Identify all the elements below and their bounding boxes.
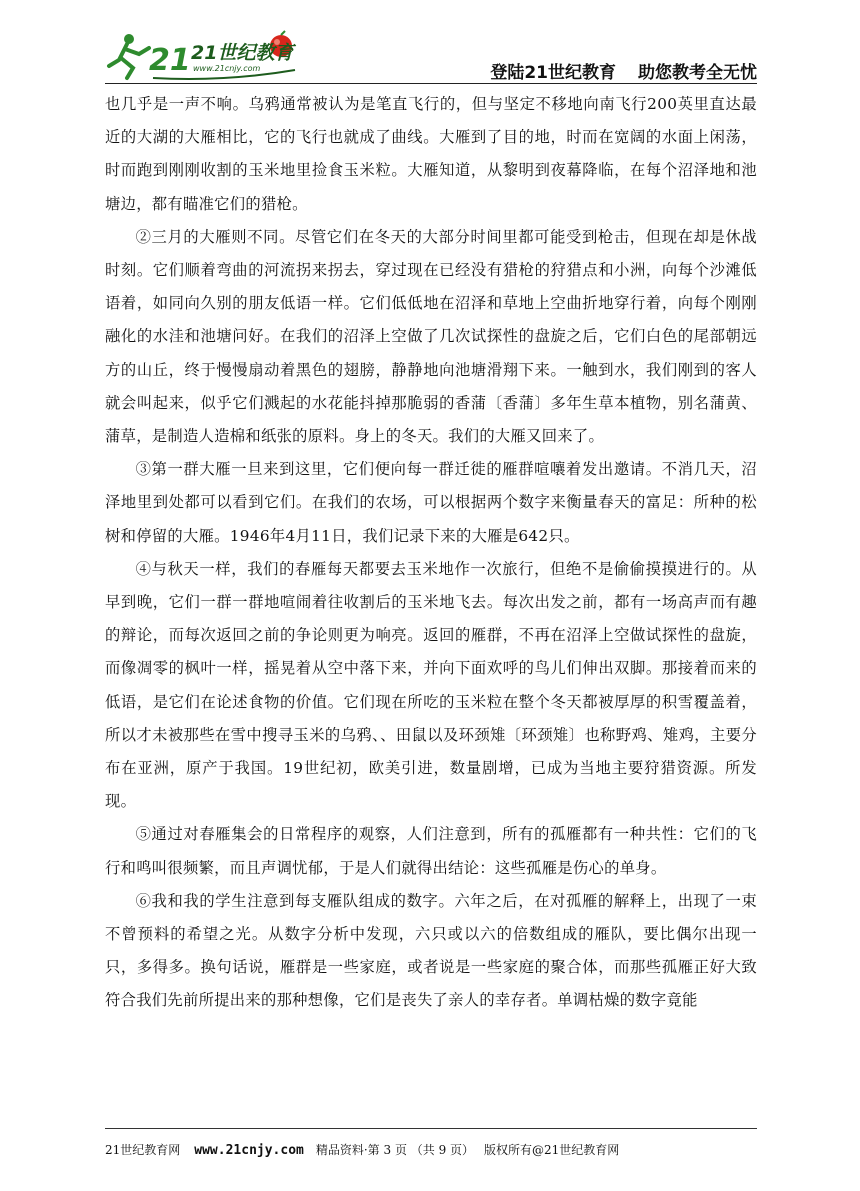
logo-text: 21世纪教育 (191, 42, 294, 64)
slogan-left: 登陆21世纪教育 (490, 63, 616, 83)
page-header (105, 30, 757, 88)
page-footer (105, 1141, 757, 1158)
svg-text:21: 21 (149, 43, 191, 78)
footer-site: 21世纪教育网 (105, 1143, 181, 1157)
paragraph-3: ③第一群大雁一旦来到这里，它们便向每一群迁徙的雁群喧嚷着发出邀请。不消几天，沼泽地里到处都可以看到它们。在我们的农场，可以根据两个数字来衡量春天的富足：所种的松树和停留的大雁。1946年4月11日，我们记录下来的大雁是642只。 (105, 460, 757, 545)
footer-page-info: 精品资料·第 3 页 （共 9 页） (315, 1143, 475, 1157)
paragraph-5: ⑤通过对春雁集会的日常程序的观察，人们注意到，所有的孤雁都有一种共性：它们的飞行和鸣叫很频繁，而且声调忧郁，于是人们就得出结论：这些孤雁是伤心的单身。 (105, 825, 757, 877)
header-divider (105, 83, 757, 84)
logo-url: www.21cnjy.com (193, 64, 261, 73)
paragraph-6: ⑥我和我的学生注意到每支雁队组成的数字。六年之后，在对孤雁的解释上，出现了一束不曾预料的希望之光。从数字分析中发现，六只或以六的倍数组成的雁队，要比偶尔出现一只，多得多。换句话说，雁群是一些家庭，或者说是一些家庭的聚合体，而那些孤雁正好大致符合我们先前所提出来的那种想像，它们是丧失了亲人的幸存者。单调枯燥的数字竟能 (105, 891, 757, 1010)
paragraph-4: ④与秋天一样，我们的春雁每天都要去玉米地作一次旅行，但绝不是偷偷摸摸进行的。从早到晚，它们一群一群地喧闹着往收割后的玉米地飞去。每次出发之前，都有一场高声而有趣的辩论，而每次返回之前的争论则更为响亮。返回的雁群，不再在沼泽上空做试探性的盘旋，而像凋零的枫叶一样，摇晃着从空中落下来，并向下面欢呼的鸟儿们伸出双脚。那接着而来的低语，是它们在论述食物的价值。它们现在所吃的玉米粒在整个冬天都被厚厚的积雪覆盖着，所以才未被那些在雪中搜寻玉米的乌鸦、、田鼠以及环颈雉〔环颈雉〕也称野鸡、雉鸡，主要分布在亚洲，原产于我国。19世纪初，欧美引进，数量剧增，已成为当地主要狩猎资源。所发现。 (105, 559, 757, 811)
paragraph-2: ②三月的大雁则不同。尽管它们在冬天的大部分时间里都可能受到枪击，但现在却是休战时刻。它们顺着弯曲的河流拐来拐去，穿过现在已经没有猎枪的狩猎点和小洲，向每个沙滩低语着，如同向久别的朋友低语一样。它们低低地在沼泽和草地上空曲折地穿行着，向每个刚刚融化的水洼和池塘问好。在我们的沼泽上空做了几次试探性的盘旋之后，它们白色的尾部朝远方的山丘，终于慢慢扇动着黑色的翅膀，静静地向池塘滑翔下来。一触到水，我们刚到的客人就会叫起来，似乎它们溅起的水花能抖掉那脆弱的香蒲〔香蒲〕多年生草本植物，别名蒲黄、蒲草，是制造人造棉和纸张的原料。身上的冬天。我们的大雁又回来了。 (105, 227, 757, 446)
slogan-right: 助您教考全无忧 (638, 63, 757, 83)
footer-divider (105, 1128, 757, 1129)
article-body (105, 88, 757, 1018)
header-slogan (468, 58, 757, 83)
paragraph-continuation: 也几乎是一声不响。乌鸦通常被认为是笔直飞行的，但与坚定不移地向南飞行200英里直达最近的大湖的大雁相比，它的飞行也就成了曲线。大雁到了目的地，时而在宽阔的水面上闲荡，时而跑到刚刚收割的玉米地里捡食玉米粒。大雁知道，从黎明到夜幕降临，在每个沼泽地和池塘边，都有瞄准它们的猎枪。 (105, 95, 757, 213)
footer-copyright: 版权所有@21世纪教育网 (484, 1143, 620, 1157)
footer-url[interactable]: www.21cnjy.com (194, 1143, 304, 1158)
